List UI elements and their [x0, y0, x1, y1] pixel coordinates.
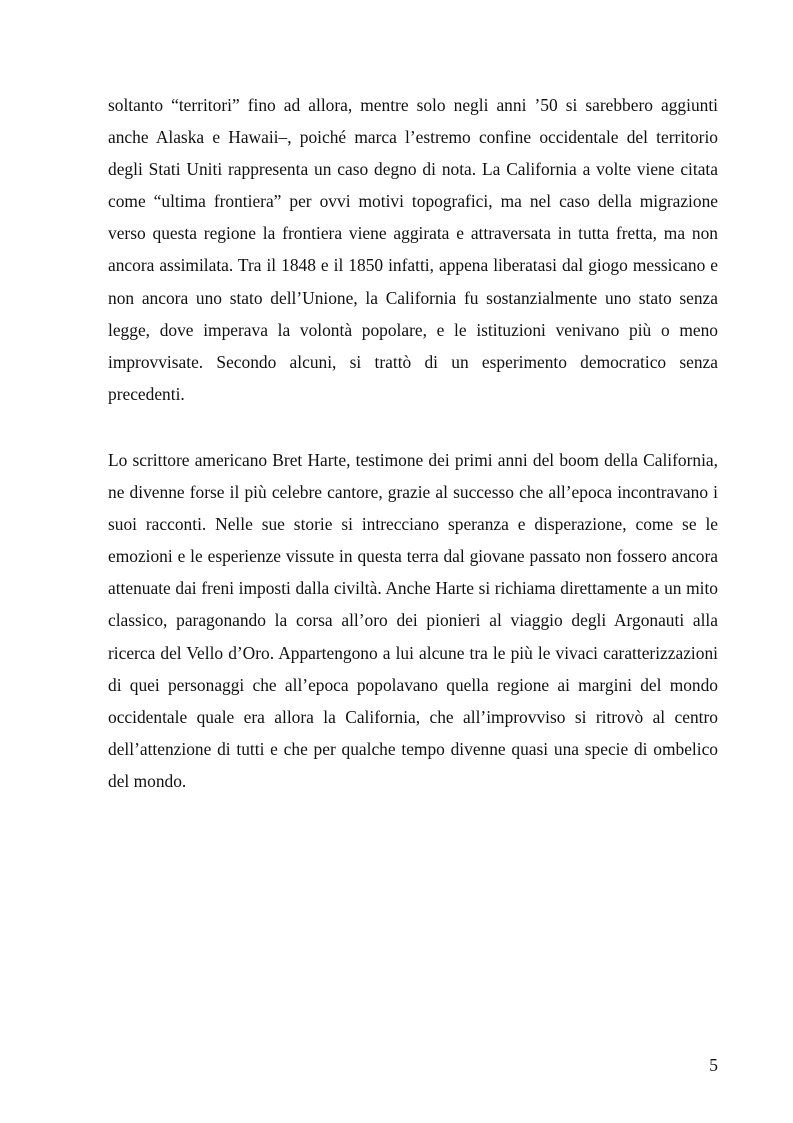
body-paragraph-2: Lo scrittore americano Bret Harte, testimone dei primi anni del boom della California, ne divenne forse il più celebre cantore, grazie al successo che all’epoca incontravano i suoi racconti. Nelle sue storie si intrecciano speranza e disperazione, come se le emozioni e le esperienze vissute in questa terra dal giovane passato non fossero ancora attenuate dai freni imposti dalla civiltà. Anche Harte si richiama direttamente a un mito classico, paragonando la corsa all’oro dei pionieri al viaggio degli Argonauti alla ricerca del Vello d’Oro. Appartengono a lui alcune tra le più le vivaci caratterizzazioni di quei personaggi che all’epoca popolavano quella regione ai margini del mondo occidentale quale era allora la California, che all’improvviso si ritrovò al centro dell’attenzione di tutti e che per qualche tempo divenne quasi una specie di ombelico del mondo. — [108, 450, 718, 791]
body-paragraph-1: soltanto “territori” fino ad allora, mentre solo negli anni ’50 si sarebbero aggiunti anche Alaska e Hawaii–, poiché marca l’estremo confine occidentale del territorio degli Stati Uniti rappresenta un caso degno di nota. La California a volte viene citata come “ultima frontiera” per ovvi motivi topografici, ma nel caso della migrazione verso questa regione la frontiera viene aggirata e attraversata in tutta fretta, ma non ancora assimilata. Tra il 1848 e il 1850 infatti, appena liberatasi dal giogo messicano e non ancora uno stato dell’Unione, la California fu sostanzialmente uno stato senza legge, dove imperava la volontà popolare, e le istituzioni venivano più o meno improvvisate. Secondo alcuni, si trattò di un esperimento democratico senza precedenti. — [108, 95, 718, 404]
page-number: 5 — [709, 1055, 718, 1075]
